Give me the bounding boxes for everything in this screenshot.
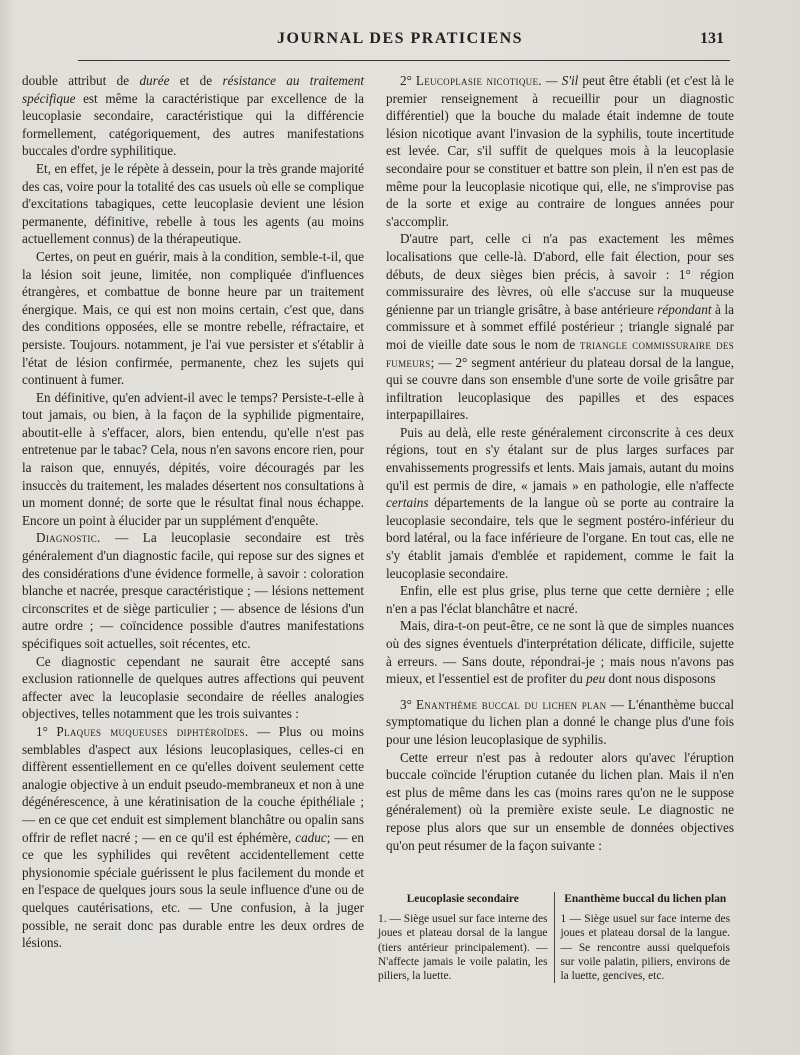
table-column-lichen <box>554 892 737 983</box>
subsection-heading: Plaques muqueuses diphtéroïdes. <box>56 723 249 739</box>
left-column <box>22 72 364 952</box>
diagnostic-paragraph: Diagnostic. — La leucoplasie secondaire est très généralement d'un diagnostic facile, qui repose sur des signes et des considérations d'une évidence formelle, à savoir : coloration blanche et nacrée, presque caractéristique ; — lésions nettement circonscrites et de siège particulier ; — absence de lésions d'un autre ordre ; — coïncidence possible d'autres manifestations spécifiques soit actuelles, soit récentes, etc. <box>22 530 364 651</box>
table-cell: 1. — Siège usuel sur face interne des joues et plateau dorsal de la langue (tiers antérieur principalement). — N'affecte jamais le voile palatin, les piliers, la luette. <box>378 913 548 983</box>
paragraph: double attribut de durée et de résistance au traitement spécifique est même la caractéristique par excellence de la leucoplasie secondaire, caractéristique qui la différencie formellement, catégoriquement, des autres manifestations buccales d'ordre syphilitique. <box>22 73 364 159</box>
paragraph: Enfin, elle est plus grise, plus terne que cette dernière ; elle n'en a pas l'éclat blanchâtre et nacré. <box>386 583 734 616</box>
paragraph: 1° Plaques muqueuses diphtéroïdes. — Plus ou moins semblables d'aspect aux lésions leucoplasiques, celles-ci en diffèrent essentiellement en ce qu'elles doivent seulement cette analogie objective à un enduit pseudo-membraneux et non à une dégénérescence, à une kératinisation de la couche épithéliale ; — en ce que cet enduit est simplement blanchâtre ou opalin sans offrir de reflet nacré ; — en ce qu'il est éphémère, caduc; — en ce que les syphilides qui revêtent accidentellement cette physionomie spéciale guérissent le plus facilement du monde et en l'espace de quelques jours sous la seule influence d'une ou de quelques cautérisations, etc. — Une confusion, à la juger possible, ne serait donc pas durable entre les deux ordres de lésions. <box>22 723 365 951</box>
running-title: JOURNAL DES PRATICIENS <box>276 30 524 47</box>
comparison-table <box>372 892 736 983</box>
table-cell: 1 — Siège usuel sur face interne des joues et plateau dorsal de la langue.— Se rencontre aussi quelquefois sur voile palatin, piliers, environs de la luette, gencives, etc. <box>560 913 730 983</box>
paragraph: En définitive, qu'en advient-il avec le temps? Persiste-t-elle à tout jamais, ou bien, à la façon de la syphilide pigmentaire, aboutit-elle à s'effacer, alors, bien entendu, qu'elle n'est pas entretenue par le tabac? Cela, nous n'en savons encore rien, pour la raison que, ennuyés, dépités, voire découragés par les insuccès du traitement, les malades désertent nos consultations à un moment donné; de sorte que le résultat final nous échappe. Encore un point à élucider par un supplément d'enquête. <box>22 389 364 528</box>
header-rule <box>78 60 730 61</box>
paragraph: Mais, dira-t-on peut-être, ce ne sont là que de simples nuances où des signes éventuels d'interprétation délicate, difficile, sujette à erreurs. — Sans doute, répondrai-je ; mais nous n'avons pas mieux, et l'essentiel est de profiter du peu dont nous disposons <box>386 618 734 687</box>
right-column <box>386 72 734 854</box>
paragraph: Et, en effet, je le répète à dessein, pour la très grande majorité des cas, voire pour la totalité des cas usuels où elle se complique d'excitations tabagiques, cette leucoplasie devient une lésion permanente, définitive, rebelle à tous les agents (au moins actuellement connus) de la thérapeutique. <box>22 160 364 247</box>
paragraph: Ce diagnostic cependant ne saurait être accepté sans exclusion rationnelle de quelques autres affections qui peuvent affecter avec la leucoplasie secondaire de réelles analogies objectives, telles notamment que les trois suivantes : <box>22 653 364 722</box>
subsection-heading: Leucoplasie nicotique. <box>415 73 542 88</box>
table-header: Leucoplasie secondaire <box>406 893 519 905</box>
table-header: Enanthème buccal du lichen plan <box>564 893 727 905</box>
paragraph: Puis au delà, elle reste généralement circonscrite à ces deux régions, tout en s'y étalant sur de plus larges surfaces par envahissements progressifs et lents. Mais jamais, autant du moins qu'il est permis de dire, « jamais » en pathologie, elle n'affecte certains départements de la langue où se porte au contraire la leucoplasie secondaire, tels que le segment postéro-inférieur du bord latéral, ou la face inférieure de l'organe. En tout cas, elle ne s'y établit jamais d'emblée et rapidement, comme le fait la leucoplasie secondaire. <box>386 424 734 581</box>
paragraph: D'autre part, celle ci n'a pas exactement les mêmes localisations que celle-là. D'abord, elle fait élection, pour ses débuts, de deux sièges bien précis, à savoir : 1° région commissuraire des lèvres, où elle s'accuse sur la muqueuse génienne par un triangle grisâtre, à base antérieure répondant à la commissure et à sommet effilé postérieur ; triangle signalé par moi de vieille date sous le nom de triangle commissuraire des fumeurs; — 2° segment antérieur du plateau dorsal de la langue, qui se couvre dans son ensemble d'une sorte de voile grisâtre par infiltration leucoplasique des papilles et des espaces interpapillaires. <box>386 231 735 423</box>
paragraph: Cette erreur n'est pas à redouter alors qu'avec l'éruption buccale coïncide l'éruption cutanée du lichen plan. Mais il n'en est plus de même dans les cas (moins rares qu'on ne le suppose généralement) où la première existe seule. Le diagnostic ne repose plus alors que sur un ensemble de données objectives qu'on peut résumer de la façon suivante : <box>386 749 734 853</box>
section-heading: Diagnostic. <box>36 530 101 546</box>
paragraph: Certes, on peut en guérir, mais à la condition, semble-t-il, que la lésion soit jeune, limitée, non compliquée d'influences étrangères, et combattue de bonne heure par un traitement énergique. Mais, ce qui est non moins certain, c'est que, dans des conditions opposées, elle se montre rebelle, réfractaire, et persiste. Toujours. notamment, je l'ai vue persister et s'établir à l'état de lésion confirmée, permanente, chez les sujets qui continuent à fumer. <box>22 248 364 388</box>
page-number: 131 <box>700 30 724 47</box>
table-column-leucoplasie <box>372 892 554 983</box>
paragraph: 3° Enanthème buccal du lichen plan — L'énanthème buccal symptomatique du lichen plan a donné le change plus d'une fois pour une lésion leucoplasique de syphilis. <box>386 696 734 747</box>
paragraph: 2° Leucoplasie nicotique. — S'il peut être établi (et c'est là le premier renseignement à recueillir pour un diagnostic différentiel) que la bouche du malade était indemne de toute lésion nicotique avant l'invasion de la syphilis, toute incertitude est levée. Car, s'il suffit de quelques mois à la leucoplasie secondaire pour se constituer et battre son plein, il n'en est pas de même pour la leucoplasie nicotique qui, elle, ne s'improvise pas de la sorte et exige au contraire de longues années pour s'accomplir. <box>386 73 735 229</box>
subsection-heading: Enanthème buccal du lichen plan <box>416 696 607 712</box>
page-header <box>0 30 800 56</box>
